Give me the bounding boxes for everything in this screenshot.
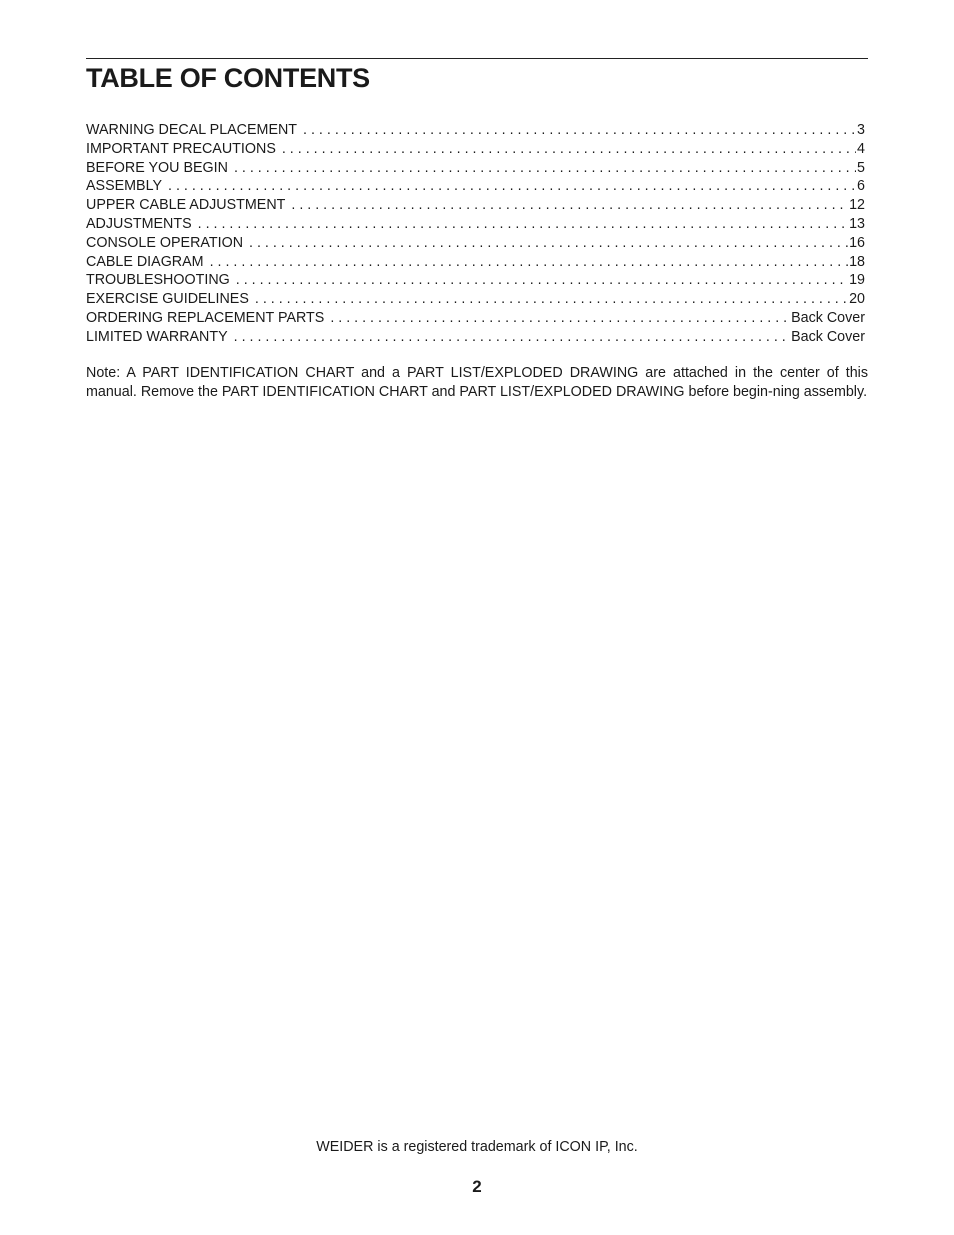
toc-dot-leader xyxy=(249,234,848,253)
toc-entry-label: UPPER CABLE ADJUSTMENT xyxy=(86,197,286,214)
toc-entry-page: 16 xyxy=(849,234,865,251)
assembly-note: Note: A PART IDENTIFICATION CHART and a PART LIST/EXPLODED DRAWING are attached in the center of this manual. Remove the PART IDENTIFICATION CHART and PART LIST/EXPLODED DRAWING before begin-ning assembly. xyxy=(86,365,868,400)
toc-entry-console-operation[interactable] xyxy=(86,234,865,253)
toc-dot-leader xyxy=(234,328,790,347)
toc-entry-before-you-begin[interactable] xyxy=(86,159,865,178)
toc-dot-leader xyxy=(168,177,856,196)
toc-entry-page: 4 xyxy=(857,140,865,157)
toc-entry-label: ADJUSTMENTS xyxy=(86,215,192,232)
toc-entry-cable-diagram[interactable] xyxy=(86,253,865,272)
toc-dot-leader xyxy=(330,309,790,328)
toc-entry-label: TROUBLESHOOTING xyxy=(86,272,230,289)
toc-dot-leader xyxy=(210,253,849,272)
toc-dot-leader xyxy=(255,290,848,309)
toc-dot-leader xyxy=(303,121,856,140)
toc-entry-page: 5 xyxy=(857,159,865,176)
toc-entry-page: 6 xyxy=(857,178,865,195)
toc-entry-page: Back Cover xyxy=(791,328,865,345)
page-title: TABLE OF CONTENTS xyxy=(86,63,370,93)
header-rule xyxy=(86,58,868,59)
toc-entry-label: BEFORE YOU BEGIN xyxy=(86,159,228,176)
toc-entry-assembly[interactable] xyxy=(86,177,865,196)
toc-entry-label: CONSOLE OPERATION xyxy=(86,234,244,251)
toc-entry-warning-decal-placement[interactable] xyxy=(86,121,865,140)
toc-entry-limited-warranty[interactable] xyxy=(86,328,865,347)
toc-entry-exercise-guidelines[interactable] xyxy=(86,290,865,309)
toc-dot-leader xyxy=(291,196,848,215)
toc-entry-label: ORDERING REPLACEMENT PARTS xyxy=(86,309,325,326)
toc-entry-label: ASSEMBLY xyxy=(86,178,163,195)
toc-entry-label: CABLE DIAGRAM xyxy=(86,253,204,270)
toc-entry-adjustments[interactable] xyxy=(86,215,865,234)
toc-entry-important-precautions[interactable] xyxy=(86,140,865,159)
toc-entry-label: EXERCISE GUIDELINES xyxy=(86,291,249,308)
toc-entry-page: 20 xyxy=(849,291,865,308)
toc-entry-page: 3 xyxy=(857,122,865,138)
toc-entry-label: WARNING DECAL PLACEMENT xyxy=(86,122,298,138)
toc-entry-page: 13 xyxy=(849,215,865,232)
toc-entry-ordering-replacement-parts[interactable] xyxy=(86,309,865,328)
page-number: 2 xyxy=(472,1177,482,1196)
table-of-contents xyxy=(86,121,865,347)
toc-entry-page: 12 xyxy=(849,197,865,214)
toc-dot-leader xyxy=(234,159,856,178)
toc-dot-leader xyxy=(236,271,848,290)
toc-dot-leader xyxy=(282,140,856,159)
toc-entry-page: 19 xyxy=(849,272,865,289)
toc-entry-label: LIMITED WARRANTY xyxy=(86,328,228,345)
toc-entry-label: IMPORTANT PRECAUTIONS xyxy=(86,140,276,157)
trademark-notice: WEIDER is a registered trademark of ICON IP, Inc. xyxy=(316,1139,638,1155)
toc-entry-page: 18 xyxy=(849,253,865,270)
toc-entry-troubleshooting[interactable] xyxy=(86,271,865,290)
toc-entry-page: Back Cover xyxy=(791,309,865,326)
toc-entry-upper-cable-adjustment[interactable] xyxy=(86,196,865,215)
toc-dot-leader xyxy=(198,215,848,234)
